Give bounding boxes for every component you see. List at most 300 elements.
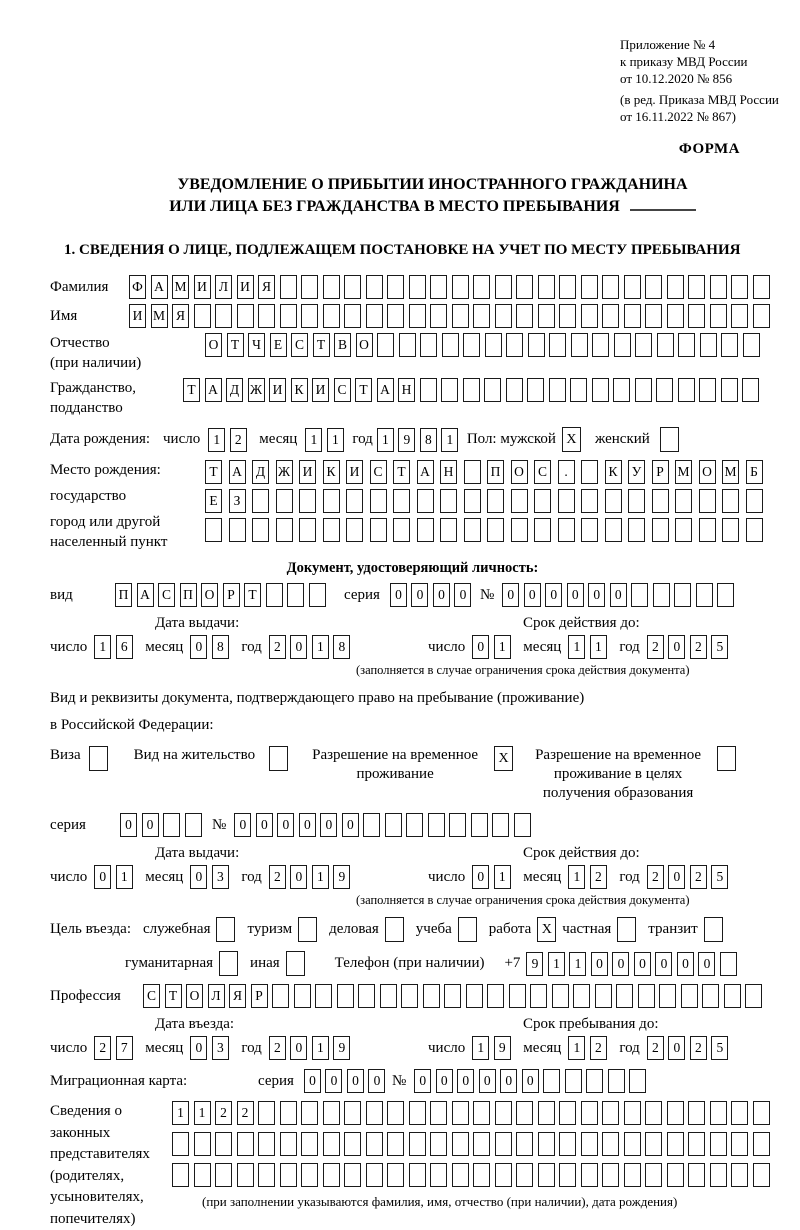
char-box[interactable]: [696, 583, 713, 607]
char-box[interactable]: 1: [312, 865, 329, 889]
char-box[interactable]: [393, 489, 410, 513]
char-box[interactable]: [485, 333, 502, 357]
char-box[interactable]: Т: [313, 333, 330, 357]
char-box[interactable]: [346, 518, 363, 542]
char-box[interactable]: 1: [569, 952, 586, 976]
char-box[interactable]: [731, 1101, 748, 1125]
char-box[interactable]: И: [269, 378, 286, 402]
char-box[interactable]: 2: [647, 1036, 664, 1060]
char-box[interactable]: [538, 304, 555, 328]
char-box[interactable]: 7: [116, 1036, 133, 1060]
char-box[interactable]: [252, 518, 269, 542]
char-box[interactable]: 0: [591, 952, 608, 976]
char-box[interactable]: К: [291, 378, 308, 402]
char-box[interactable]: О: [699, 460, 716, 484]
char-box[interactable]: [602, 1163, 619, 1187]
char-box[interactable]: П: [115, 583, 132, 607]
char-box[interactable]: О: [356, 333, 373, 357]
char-box[interactable]: П: [180, 583, 197, 607]
char-box[interactable]: 2: [690, 1036, 707, 1060]
char-box[interactable]: 0: [472, 635, 489, 659]
char-box[interactable]: [530, 984, 547, 1008]
char-box[interactable]: [581, 460, 598, 484]
char-box[interactable]: 1: [494, 865, 511, 889]
char-box[interactable]: Я: [229, 984, 246, 1008]
residence-permit-checkbox[interactable]: [269, 746, 288, 771]
char-box[interactable]: [645, 1163, 662, 1187]
char-box[interactable]: [473, 1163, 490, 1187]
char-box[interactable]: [635, 333, 652, 357]
char-box[interactable]: 0: [610, 583, 627, 607]
char-box[interactable]: [702, 984, 719, 1008]
char-box[interactable]: [452, 1101, 469, 1125]
char-box[interactable]: 1: [377, 428, 394, 452]
char-box[interactable]: 0: [190, 635, 207, 659]
char-box[interactable]: И: [312, 378, 329, 402]
char-box[interactable]: 8: [420, 428, 437, 452]
char-box[interactable]: Ч: [248, 333, 265, 357]
char-box[interactable]: [528, 333, 545, 357]
char-box[interactable]: [466, 984, 483, 1008]
char-box[interactable]: [309, 583, 326, 607]
char-box[interactable]: [252, 489, 269, 513]
char-box[interactable]: И: [194, 275, 211, 299]
char-box[interactable]: [280, 275, 297, 299]
char-box[interactable]: [638, 984, 655, 1008]
char-box[interactable]: [552, 984, 569, 1008]
char-box[interactable]: [323, 1163, 340, 1187]
char-box[interactable]: [592, 378, 609, 402]
char-box[interactable]: [464, 460, 481, 484]
char-box[interactable]: [417, 518, 434, 542]
char-box[interactable]: [409, 275, 426, 299]
char-box[interactable]: [509, 984, 526, 1008]
char-box[interactable]: 0: [433, 583, 450, 607]
char-box[interactable]: [299, 518, 316, 542]
char-box[interactable]: Е: [205, 489, 222, 513]
char-box[interactable]: [430, 1132, 447, 1156]
char-box[interactable]: [534, 518, 551, 542]
visa-checkbox[interactable]: [89, 746, 108, 771]
char-box[interactable]: [172, 1163, 189, 1187]
char-box[interactable]: [237, 1132, 254, 1156]
char-box[interactable]: Т: [244, 583, 261, 607]
char-box[interactable]: 2: [690, 865, 707, 889]
char-box[interactable]: [370, 489, 387, 513]
char-box[interactable]: [487, 518, 504, 542]
char-box[interactable]: [258, 1101, 275, 1125]
char-box[interactable]: 2: [215, 1101, 232, 1125]
char-box[interactable]: [688, 1163, 705, 1187]
char-box[interactable]: [624, 1132, 641, 1156]
char-box[interactable]: 1: [116, 865, 133, 889]
char-box[interactable]: [393, 518, 410, 542]
char-box[interactable]: 0: [368, 1069, 385, 1093]
char-box[interactable]: [366, 1132, 383, 1156]
char-box[interactable]: [323, 489, 340, 513]
char-box[interactable]: 3: [212, 1036, 229, 1060]
char-box[interactable]: [194, 1163, 211, 1187]
char-box[interactable]: [280, 304, 297, 328]
char-box[interactable]: 1: [172, 1101, 189, 1125]
char-box[interactable]: [516, 1132, 533, 1156]
char-box[interactable]: [237, 304, 254, 328]
char-box[interactable]: [301, 275, 318, 299]
char-box[interactable]: [387, 304, 404, 328]
char-box[interactable]: 2: [269, 635, 286, 659]
char-box[interactable]: 0: [668, 865, 685, 889]
purpose-other-checkbox[interactable]: [286, 951, 305, 976]
char-box[interactable]: 3: [212, 865, 229, 889]
char-box[interactable]: [631, 583, 648, 607]
char-box[interactable]: [667, 1132, 684, 1156]
char-box[interactable]: [699, 378, 716, 402]
char-box[interactable]: [344, 304, 361, 328]
char-box[interactable]: [710, 1163, 727, 1187]
char-box[interactable]: 0: [256, 813, 273, 837]
char-box[interactable]: 1: [312, 1036, 329, 1060]
char-box[interactable]: .: [558, 460, 575, 484]
char-box[interactable]: 0: [299, 813, 316, 837]
char-box[interactable]: [194, 1132, 211, 1156]
char-box[interactable]: 0: [655, 952, 672, 976]
char-box[interactable]: [592, 333, 609, 357]
char-box[interactable]: Я: [258, 275, 275, 299]
char-box[interactable]: 0: [457, 1069, 474, 1093]
char-box[interactable]: [688, 1101, 705, 1125]
char-box[interactable]: [229, 518, 246, 542]
char-box[interactable]: [423, 984, 440, 1008]
char-box[interactable]: 0: [612, 952, 629, 976]
temp-residence-checkbox[interactable]: X: [494, 746, 513, 771]
char-box[interactable]: [559, 1132, 576, 1156]
char-box[interactable]: [366, 1101, 383, 1125]
char-box[interactable]: [452, 1132, 469, 1156]
char-box[interactable]: [272, 984, 289, 1008]
char-box[interactable]: [506, 333, 523, 357]
char-box[interactable]: [753, 1101, 770, 1125]
char-box[interactable]: [731, 1163, 748, 1187]
char-box[interactable]: [674, 583, 691, 607]
char-box[interactable]: М: [722, 460, 739, 484]
char-box[interactable]: [430, 1163, 447, 1187]
char-box[interactable]: [549, 333, 566, 357]
char-box[interactable]: [442, 333, 459, 357]
char-box[interactable]: О: [511, 460, 528, 484]
char-box[interactable]: [409, 1132, 426, 1156]
char-box[interactable]: 0: [588, 583, 605, 607]
char-box[interactable]: Р: [223, 583, 240, 607]
char-box[interactable]: 0: [290, 1036, 307, 1060]
char-box[interactable]: 1: [208, 428, 225, 452]
char-box[interactable]: [366, 304, 383, 328]
char-box[interactable]: [301, 1101, 318, 1125]
char-box[interactable]: [645, 1101, 662, 1125]
char-box[interactable]: [387, 275, 404, 299]
char-box[interactable]: [558, 518, 575, 542]
char-box[interactable]: В: [334, 333, 351, 357]
char-box[interactable]: [449, 813, 466, 837]
char-box[interactable]: [645, 1132, 662, 1156]
char-box[interactable]: [323, 304, 340, 328]
char-box[interactable]: [565, 1069, 582, 1093]
char-box[interactable]: [710, 1101, 727, 1125]
char-box[interactable]: 6: [116, 635, 133, 659]
char-box[interactable]: [624, 1163, 641, 1187]
char-box[interactable]: 5: [711, 865, 728, 889]
char-box[interactable]: [344, 275, 361, 299]
char-box[interactable]: 0: [479, 1069, 496, 1093]
char-box[interactable]: [581, 1101, 598, 1125]
char-box[interactable]: [629, 1069, 646, 1093]
char-box[interactable]: [380, 984, 397, 1008]
char-box[interactable]: 0: [411, 583, 428, 607]
char-box[interactable]: [721, 378, 738, 402]
char-box[interactable]: Н: [440, 460, 457, 484]
char-box[interactable]: 2: [590, 1036, 607, 1060]
char-box[interactable]: 0: [290, 635, 307, 659]
char-box[interactable]: 0: [304, 1069, 321, 1093]
char-box[interactable]: [495, 1163, 512, 1187]
char-box[interactable]: Н: [398, 378, 415, 402]
char-box[interactable]: 0: [668, 1036, 685, 1060]
char-box[interactable]: 0: [472, 865, 489, 889]
char-box[interactable]: [428, 813, 445, 837]
purpose-humanitarian-checkbox[interactable]: [219, 951, 238, 976]
char-box[interactable]: [495, 304, 512, 328]
char-box[interactable]: [363, 813, 380, 837]
char-box[interactable]: [559, 304, 576, 328]
char-box[interactable]: [570, 378, 587, 402]
char-box[interactable]: [511, 489, 528, 513]
char-box[interactable]: [280, 1163, 297, 1187]
char-box[interactable]: [409, 1163, 426, 1187]
char-box[interactable]: [409, 1101, 426, 1125]
char-box[interactable]: 0: [414, 1069, 431, 1093]
char-box[interactable]: [401, 984, 418, 1008]
char-box[interactable]: К: [323, 460, 340, 484]
char-box[interactable]: 2: [269, 865, 286, 889]
char-box[interactable]: Т: [165, 984, 182, 1008]
char-box[interactable]: [487, 489, 504, 513]
char-box[interactable]: 1: [590, 635, 607, 659]
purpose-transit-checkbox[interactable]: [704, 917, 723, 942]
char-box[interactable]: О: [205, 333, 222, 357]
char-box[interactable]: [678, 378, 695, 402]
char-box[interactable]: [605, 518, 622, 542]
char-box[interactable]: [527, 378, 544, 402]
char-box[interactable]: [581, 304, 598, 328]
char-box[interactable]: 9: [333, 1036, 350, 1060]
sex-female-checkbox[interactable]: [660, 427, 679, 452]
char-box[interactable]: [301, 1132, 318, 1156]
char-box[interactable]: [464, 518, 481, 542]
char-box[interactable]: [323, 1101, 340, 1125]
char-box[interactable]: [559, 1163, 576, 1187]
char-box[interactable]: [628, 489, 645, 513]
char-box[interactable]: [667, 275, 684, 299]
char-box[interactable]: [452, 304, 469, 328]
char-box[interactable]: 0: [142, 813, 159, 837]
char-box[interactable]: [337, 984, 354, 1008]
char-box[interactable]: [323, 1132, 340, 1156]
char-box[interactable]: [215, 1163, 232, 1187]
char-box[interactable]: [387, 1101, 404, 1125]
char-box[interactable]: 1: [305, 428, 322, 452]
char-box[interactable]: З: [229, 489, 246, 513]
char-box[interactable]: 0: [342, 813, 359, 837]
char-box[interactable]: Б: [746, 460, 763, 484]
char-box[interactable]: [185, 813, 202, 837]
char-box[interactable]: [492, 813, 509, 837]
char-box[interactable]: 2: [94, 1036, 111, 1060]
char-box[interactable]: Л: [215, 275, 232, 299]
char-box[interactable]: [581, 518, 598, 542]
char-box[interactable]: [688, 1132, 705, 1156]
char-box[interactable]: [215, 1132, 232, 1156]
char-box[interactable]: [753, 1132, 770, 1156]
char-box[interactable]: [667, 1101, 684, 1125]
char-box[interactable]: [753, 275, 770, 299]
char-box[interactable]: 1: [312, 635, 329, 659]
char-box[interactable]: [722, 489, 739, 513]
char-box[interactable]: Т: [205, 460, 222, 484]
char-box[interactable]: [635, 378, 652, 402]
char-box[interactable]: 5: [711, 635, 728, 659]
char-box[interactable]: Ж: [248, 378, 265, 402]
char-box[interactable]: 0: [502, 583, 519, 607]
char-box[interactable]: [602, 304, 619, 328]
char-box[interactable]: [667, 304, 684, 328]
char-box[interactable]: [387, 1163, 404, 1187]
char-box[interactable]: [616, 984, 633, 1008]
char-box[interactable]: 0: [120, 813, 137, 837]
char-box[interactable]: [406, 813, 423, 837]
char-box[interactable]: А: [205, 378, 222, 402]
char-box[interactable]: 1: [568, 635, 585, 659]
char-box[interactable]: 2: [230, 428, 247, 452]
char-box[interactable]: И: [346, 460, 363, 484]
char-box[interactable]: Т: [227, 333, 244, 357]
char-box[interactable]: [484, 378, 501, 402]
char-box[interactable]: [280, 1101, 297, 1125]
char-box[interactable]: [742, 378, 759, 402]
char-box[interactable]: [581, 1132, 598, 1156]
char-box[interactable]: 2: [647, 635, 664, 659]
char-box[interactable]: [301, 1163, 318, 1187]
char-box[interactable]: Е: [270, 333, 287, 357]
char-box[interactable]: 0: [567, 583, 584, 607]
char-box[interactable]: 0: [634, 952, 651, 976]
char-box[interactable]: [675, 518, 692, 542]
char-box[interactable]: [487, 984, 504, 1008]
char-box[interactable]: А: [137, 583, 154, 607]
purpose-study-checkbox[interactable]: [458, 917, 477, 942]
char-box[interactable]: [595, 984, 612, 1008]
char-box[interactable]: [495, 1101, 512, 1125]
char-box[interactable]: [559, 1101, 576, 1125]
char-box[interactable]: [656, 378, 673, 402]
char-box[interactable]: А: [417, 460, 434, 484]
char-box[interactable]: [287, 583, 304, 607]
char-box[interactable]: [516, 275, 533, 299]
char-box[interactable]: [258, 1132, 275, 1156]
char-box[interactable]: [645, 275, 662, 299]
char-box[interactable]: А: [377, 378, 394, 402]
char-box[interactable]: Д: [226, 378, 243, 402]
char-box[interactable]: [511, 518, 528, 542]
char-box[interactable]: [710, 275, 727, 299]
char-box[interactable]: [581, 489, 598, 513]
char-box[interactable]: [746, 518, 763, 542]
char-box[interactable]: [463, 378, 480, 402]
char-box[interactable]: 0: [94, 865, 111, 889]
char-box[interactable]: 1: [327, 428, 344, 452]
sex-male-checkbox[interactable]: X: [562, 427, 581, 452]
char-box[interactable]: С: [143, 984, 160, 1008]
char-box[interactable]: А: [229, 460, 246, 484]
char-box[interactable]: [430, 1101, 447, 1125]
char-box[interactable]: [549, 378, 566, 402]
char-box[interactable]: [358, 984, 375, 1008]
char-box[interactable]: П: [487, 460, 504, 484]
char-box[interactable]: [688, 304, 705, 328]
char-box[interactable]: [602, 1132, 619, 1156]
char-box[interactable]: [506, 378, 523, 402]
temp-residence-education-checkbox[interactable]: [717, 746, 736, 771]
char-box[interactable]: Т: [183, 378, 200, 402]
char-box[interactable]: [215, 304, 232, 328]
char-box[interactable]: [571, 333, 588, 357]
char-box[interactable]: [440, 489, 457, 513]
char-box[interactable]: [653, 583, 670, 607]
char-box[interactable]: С: [534, 460, 551, 484]
char-box[interactable]: 0: [290, 865, 307, 889]
char-box[interactable]: [688, 275, 705, 299]
purpose-tourism-checkbox[interactable]: [298, 917, 317, 942]
char-box[interactable]: [538, 275, 555, 299]
char-box[interactable]: [299, 489, 316, 513]
purpose-work-checkbox[interactable]: X: [537, 917, 556, 942]
char-box[interactable]: [586, 1069, 603, 1093]
char-box[interactable]: 0: [325, 1069, 342, 1093]
char-box[interactable]: [721, 333, 738, 357]
char-box[interactable]: [538, 1132, 555, 1156]
char-box[interactable]: [731, 1132, 748, 1156]
char-box[interactable]: 2: [647, 865, 664, 889]
char-box[interactable]: [608, 1069, 625, 1093]
char-box[interactable]: [420, 378, 437, 402]
char-box[interactable]: [624, 304, 641, 328]
char-box[interactable]: М: [151, 304, 168, 328]
char-box[interactable]: И: [299, 460, 316, 484]
char-box[interactable]: [473, 304, 490, 328]
char-box[interactable]: [543, 1069, 560, 1093]
char-box[interactable]: [731, 275, 748, 299]
char-box[interactable]: [573, 984, 590, 1008]
char-box[interactable]: [495, 275, 512, 299]
char-box[interactable]: 0: [668, 635, 685, 659]
char-box[interactable]: [399, 333, 416, 357]
char-box[interactable]: [409, 304, 426, 328]
char-box[interactable]: [344, 1101, 361, 1125]
char-box[interactable]: [495, 1132, 512, 1156]
char-box[interactable]: [266, 583, 283, 607]
char-box[interactable]: 0: [190, 865, 207, 889]
char-box[interactable]: [538, 1101, 555, 1125]
char-box[interactable]: 0: [347, 1069, 364, 1093]
char-box[interactable]: [581, 275, 598, 299]
